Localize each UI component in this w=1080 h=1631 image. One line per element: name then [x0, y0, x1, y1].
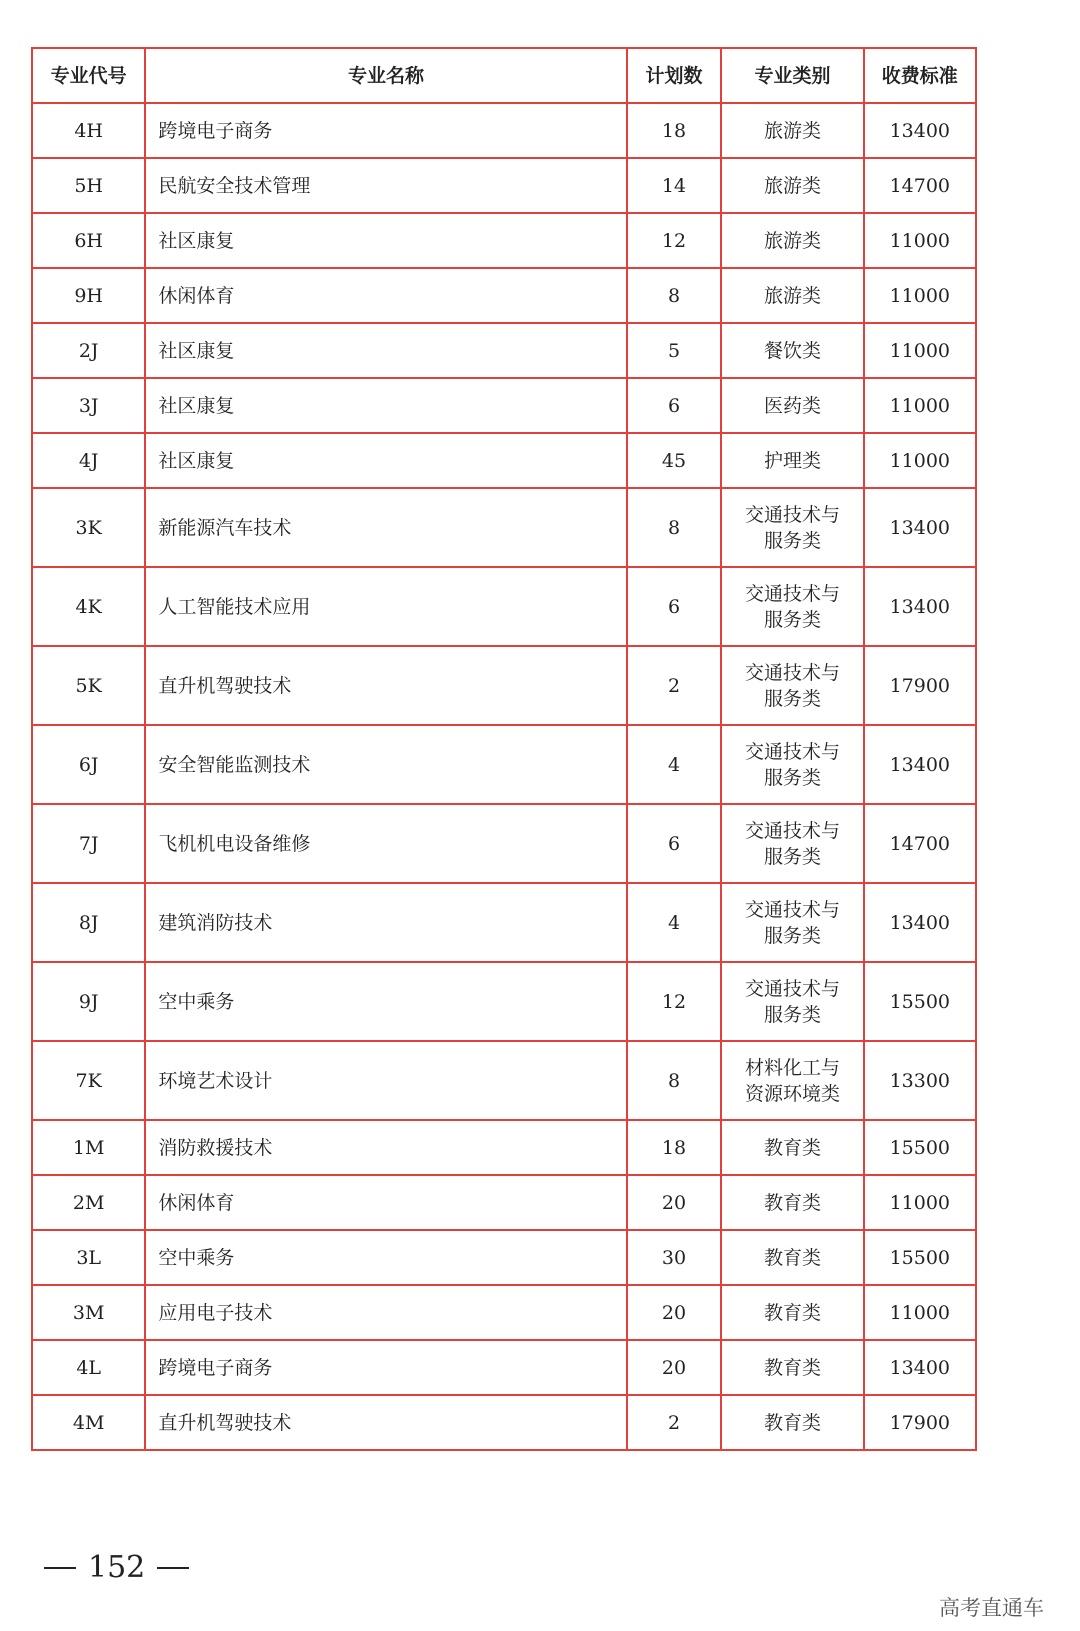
cell-fee: 15500 [864, 1120, 976, 1175]
cell-category: 教育类 [721, 1230, 863, 1285]
cell-plan: 20 [627, 1340, 722, 1395]
table-row [32, 962, 976, 1041]
cell-fee: 17900 [864, 646, 976, 725]
table-row [32, 725, 976, 804]
cell-code: 4K [32, 567, 145, 646]
cell-plan: 2 [627, 1395, 722, 1450]
cell-name: 民航安全技术管理 [145, 158, 626, 213]
cell-name: 社区康复 [145, 378, 626, 433]
table-row [32, 1041, 976, 1120]
cell-name: 休闲体育 [145, 268, 626, 323]
table-row [32, 1175, 976, 1230]
cell-category: 教育类 [721, 1395, 863, 1450]
table-row [32, 1230, 976, 1285]
cell-code: 3K [32, 488, 145, 567]
page-number-value: 152 [88, 1550, 146, 1585]
cell-plan: 14 [627, 158, 722, 213]
cell-code: 4H [32, 103, 145, 158]
header-plan: 计划数 [627, 48, 722, 103]
cell-fee: 11000 [864, 213, 976, 268]
table-row [32, 378, 976, 433]
cell-code: 7K [32, 1041, 145, 1120]
cell-code: 2J [32, 323, 145, 378]
table-row [32, 1120, 976, 1175]
cell-plan: 5 [627, 323, 722, 378]
table-row [32, 433, 976, 488]
cell-fee: 11000 [864, 268, 976, 323]
cell-fee: 13400 [864, 725, 976, 804]
cell-category: 医药类 [721, 378, 863, 433]
cell-name: 跨境电子商务 [145, 103, 626, 158]
cell-plan: 2 [627, 646, 722, 725]
cell-name: 直升机驾驶技术 [145, 646, 626, 725]
cell-category: 材料化工与 资源环境类 [721, 1041, 863, 1120]
cell-name: 新能源汽车技术 [145, 488, 626, 567]
cell-plan: 8 [627, 488, 722, 567]
cell-plan: 20 [627, 1175, 722, 1230]
cell-category: 交通技术与 服务类 [721, 962, 863, 1041]
cell-name: 社区康复 [145, 433, 626, 488]
cell-name: 直升机驾驶技术 [145, 1395, 626, 1450]
cell-plan: 8 [627, 1041, 722, 1120]
enrollment-table [31, 47, 977, 1451]
table-header-row [32, 48, 976, 103]
table-row [32, 804, 976, 883]
cell-code: 9H [32, 268, 145, 323]
table-row [32, 646, 976, 725]
page-number-dash-right [157, 1567, 189, 1569]
cell-category: 护理类 [721, 433, 863, 488]
cell-name: 环境艺术设计 [145, 1041, 626, 1120]
table-row [32, 103, 976, 158]
cell-category: 交通技术与 服务类 [721, 567, 863, 646]
header-category: 专业类别 [721, 48, 863, 103]
table-row [32, 213, 976, 268]
cell-code: 4J [32, 433, 145, 488]
cell-plan: 8 [627, 268, 722, 323]
cell-fee: 15500 [864, 1230, 976, 1285]
cell-category: 旅游类 [721, 158, 863, 213]
cell-plan: 6 [627, 804, 722, 883]
watermark: 高考直通车 [939, 1596, 1044, 1620]
cell-category: 交通技术与 服务类 [721, 646, 863, 725]
cell-name: 建筑消防技术 [145, 883, 626, 962]
cell-fee: 13300 [864, 1041, 976, 1120]
cell-category: 教育类 [721, 1285, 863, 1340]
cell-fee: 13400 [864, 883, 976, 962]
table-row [32, 567, 976, 646]
cell-plan: 6 [627, 567, 722, 646]
cell-category: 交通技术与 服务类 [721, 883, 863, 962]
cell-code: 5K [32, 646, 145, 725]
cell-plan: 20 [627, 1285, 722, 1340]
table-row [32, 1395, 976, 1450]
cell-fee: 11000 [864, 1285, 976, 1340]
cell-fee: 11000 [864, 323, 976, 378]
cell-code: 9J [32, 962, 145, 1041]
cell-plan: 12 [627, 213, 722, 268]
table-row [32, 488, 976, 567]
cell-category: 旅游类 [721, 213, 863, 268]
cell-name: 应用电子技术 [145, 1285, 626, 1340]
header-name: 专业名称 [145, 48, 626, 103]
cell-name: 人工智能技术应用 [145, 567, 626, 646]
cell-code: 3M [32, 1285, 145, 1340]
cell-fee: 11000 [864, 378, 976, 433]
table-row [32, 323, 976, 378]
page-number-dash-left [44, 1567, 76, 1569]
page-number [44, 1546, 194, 1590]
cell-plan: 6 [627, 378, 722, 433]
cell-name: 飞机机电设备维修 [145, 804, 626, 883]
table-row [32, 268, 976, 323]
header-code: 专业代号 [32, 48, 145, 103]
cell-name: 跨境电子商务 [145, 1340, 626, 1395]
table-row [32, 883, 976, 962]
cell-name: 社区康复 [145, 213, 626, 268]
cell-code: 1M [32, 1120, 145, 1175]
cell-fee: 11000 [864, 1175, 976, 1230]
cell-plan: 4 [627, 725, 722, 804]
table-row [32, 158, 976, 213]
header-fee: 收费标准 [864, 48, 976, 103]
cell-code: 4M [32, 1395, 145, 1450]
cell-fee: 13400 [864, 488, 976, 567]
cell-fee: 11000 [864, 433, 976, 488]
cell-category: 教育类 [721, 1175, 863, 1230]
cell-code: 8J [32, 883, 145, 962]
cell-code: 3L [32, 1230, 145, 1285]
cell-category: 教育类 [721, 1340, 863, 1395]
cell-code: 2M [32, 1175, 145, 1230]
cell-fee: 13400 [864, 567, 976, 646]
cell-name: 空中乘务 [145, 962, 626, 1041]
cell-code: 6J [32, 725, 145, 804]
cell-category: 餐饮类 [721, 323, 863, 378]
cell-category: 旅游类 [721, 103, 863, 158]
cell-category: 交通技术与 服务类 [721, 804, 863, 883]
table-row [32, 1340, 976, 1395]
cell-plan: 45 [627, 433, 722, 488]
cell-category: 教育类 [721, 1120, 863, 1175]
cell-category: 交通技术与 服务类 [721, 725, 863, 804]
table-body [32, 103, 976, 1450]
cell-category: 交通技术与 服务类 [721, 488, 863, 567]
cell-fee: 15500 [864, 962, 976, 1041]
cell-name: 消防救援技术 [145, 1120, 626, 1175]
cell-name: 空中乘务 [145, 1230, 626, 1285]
cell-name: 社区康复 [145, 323, 626, 378]
cell-code: 3J [32, 378, 145, 433]
cell-fee: 14700 [864, 804, 976, 883]
cell-name: 安全智能监测技术 [145, 725, 626, 804]
table-row [32, 1285, 976, 1340]
cell-plan: 12 [627, 962, 722, 1041]
cell-code: 6H [32, 213, 145, 268]
cell-name: 休闲体育 [145, 1175, 626, 1230]
cell-code: 7J [32, 804, 145, 883]
cell-fee: 13400 [864, 103, 976, 158]
cell-plan: 18 [627, 1120, 722, 1175]
cell-fee: 13400 [864, 1340, 976, 1395]
cell-code: 4L [32, 1340, 145, 1395]
cell-plan: 30 [627, 1230, 722, 1285]
cell-plan: 18 [627, 103, 722, 158]
cell-fee: 17900 [864, 1395, 976, 1450]
cell-plan: 4 [627, 883, 722, 962]
cell-fee: 14700 [864, 158, 976, 213]
cell-category: 旅游类 [721, 268, 863, 323]
cell-code: 5H [32, 158, 145, 213]
